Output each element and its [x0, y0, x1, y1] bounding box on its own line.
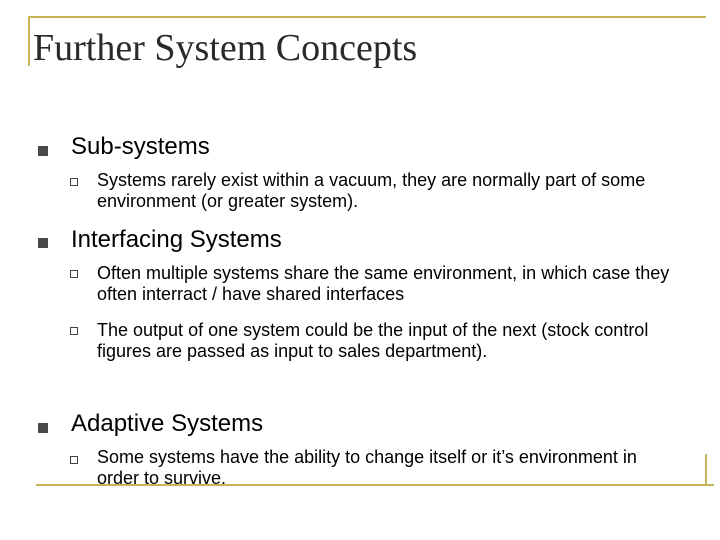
square-bullet-icon [38, 238, 48, 248]
hollow-square-bullet-icon [70, 327, 78, 335]
section-point: Systems rarely exist within a vacuum, they are normally part of some environment (or greater system). [97, 170, 646, 211]
square-bullet-icon [38, 146, 48, 156]
top-rule [28, 16, 706, 18]
section-heading: Sub-systems [71, 133, 210, 160]
hollow-square-bullet-icon [70, 178, 78, 186]
section-point: Often multiple systems share the same environment, in which case they often interract / have shared interfaces [97, 263, 670, 304]
section-point: The output of one system could be the input of the next (stock control figures are passed as input to sales department). [97, 320, 649, 361]
left-rule [28, 16, 30, 66]
slide-title: Further System Concepts [33, 27, 418, 69]
hollow-square-bullet-icon [70, 270, 78, 278]
section-heading: Interfacing Systems [71, 226, 282, 253]
section-heading: Adaptive Systems [71, 410, 264, 437]
square-bullet-icon [38, 423, 48, 433]
hollow-square-bullet-icon [70, 456, 78, 464]
right-rule [705, 454, 707, 486]
section-point: Some systems have the ability to change itself or it’s environment in order to survive. [97, 447, 637, 488]
